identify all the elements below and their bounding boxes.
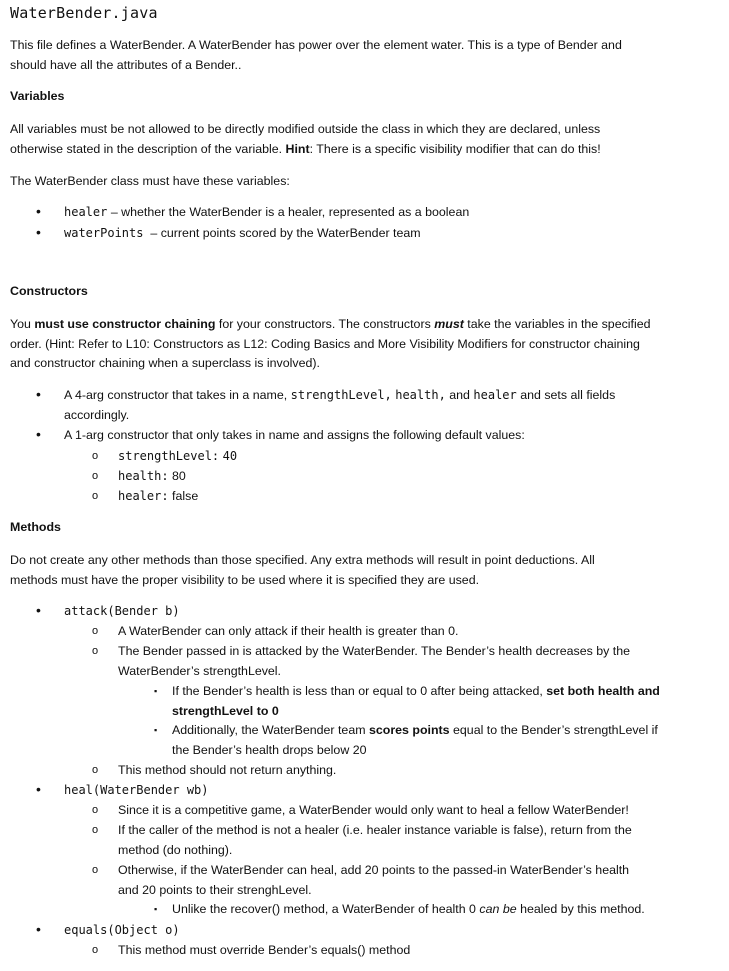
list-subitem: health: 80: [118, 469, 186, 483]
circle-marker: o: [92, 824, 99, 836]
list-subsubitem: Additionally, the WaterBender team scores points equal to the Bender’s strengthLevel if the Bender’s health drops below 20: [172, 723, 658, 757]
intro-paragraph: [10, 36, 715, 75]
method-signature-equals: equals(Object o): [64, 923, 180, 937]
square-marker: ▪: [154, 686, 158, 696]
variables-heading: Variables: [10, 89, 65, 103]
text-line: otherwise stated in the description of the variable. Hint: There is a specific visibility modifier that can do this!: [10, 141, 601, 156]
circle-marker: o: [92, 804, 99, 816]
circle-marker: o: [92, 645, 99, 657]
bullet-marker: •: [36, 426, 41, 442]
list-item: A 4-arg constructor that takes in a name, strengthLevel, health, and healer and sets all fields accordingly.: [64, 388, 616, 422]
variables-intro: The WaterBender class must have these variables:: [10, 174, 290, 188]
square-marker: ▪: [154, 725, 158, 735]
circle-marker: o: [92, 764, 99, 776]
constructors-heading: Constructors: [10, 284, 88, 298]
text-line: All variables must be not allowed to be directly modified outside the class in which they are declared, unless: [10, 122, 601, 136]
text-line: Do not create any other methods than those specified. Any extra methods will result in point deductions. All: [10, 553, 595, 567]
list-subitem: Otherwise, if the WaterBender can heal, add 20 points to the passed-in WaterBender’s health and 20 points to their strenghLevel.: [118, 863, 630, 897]
circle-marker: o: [92, 470, 99, 482]
intro-line: This file defines a WaterBender. A WaterBender has power over the element water. This is a type of Bender and: [10, 38, 622, 52]
bullet-marker: •: [36, 781, 41, 797]
circle-marker: o: [92, 490, 99, 502]
text-line: methods must have the proper visibility to be used where it is specified they are used.: [10, 572, 480, 587]
intro-line: should have all the attributes of a Bender..: [10, 57, 242, 72]
circle-marker: o: [92, 864, 99, 876]
list-subitem: Since it is a competitive game, a WaterBender would only want to heal a fellow WaterBender!: [118, 803, 629, 817]
methods-heading: Methods: [10, 520, 61, 534]
method-signature-attack: attack(Bender b): [64, 604, 180, 618]
bullet-marker: •: [36, 386, 41, 402]
bullet-marker: •: [36, 203, 41, 219]
method-signature-heal: heal(WaterBender wb): [64, 783, 209, 797]
bullet-marker: •: [36, 602, 41, 618]
list-subitem: A WaterBender can only attack if their health is greater than 0.: [118, 624, 459, 638]
methods-paragraph: [10, 551, 715, 590]
circle-marker: o: [92, 450, 99, 462]
list-subitem: This method must override Bender’s equals() method: [118, 943, 411, 957]
list-subitem: The Bender passed in is attacked by the WaterBender. The Bender’s health decreases by the WaterBender’s strengthLevel.: [118, 644, 631, 678]
constructors-paragraph: [10, 315, 715, 374]
variables-paragraph: [10, 120, 715, 159]
list-subitem: This method should not return anything.: [118, 763, 337, 777]
circle-marker: o: [92, 625, 99, 637]
circle-marker: o: [92, 944, 99, 956]
text-line: You must use constructor chaining for your constructors. The constructors must take the variables in the specified: [10, 317, 651, 331]
list-subitem: strengthLevel: 40: [118, 449, 238, 463]
page-title: WaterBender.java: [10, 4, 158, 22]
list-item: healer – whether the WaterBender is a healer, represented as a boolean: [64, 205, 470, 219]
list-subsubitem: Unlike the recover() method, a WaterBender of health 0 can be healed by this method.: [172, 902, 645, 916]
bullet-marker: •: [36, 921, 41, 937]
list-subsubitem: If the Bender’s health is less than or equal to 0 after being attacked, set both health and strengthLevel to 0: [172, 684, 660, 718]
text-line: order. (Hint: Refer to L10: Constructors as L12: Coding Basics and More Visibility Modifiers for constructor chaining: [10, 336, 640, 351]
list-item: waterPoints – current points scored by the WaterBender team: [64, 226, 421, 240]
square-marker: ▪: [154, 904, 158, 914]
text-line: and constructor chaining when a superclass is involved).: [10, 356, 320, 370]
bullet-marker: •: [36, 224, 41, 240]
list-subitem: healer: false: [118, 489, 199, 503]
list-item: A 1-arg constructor that only takes in name and assigns the following default values:: [64, 428, 525, 442]
list-subitem: If the caller of the method is not a healer (i.e. healer instance variable is false), return from the method (do nothing).: [118, 823, 632, 857]
